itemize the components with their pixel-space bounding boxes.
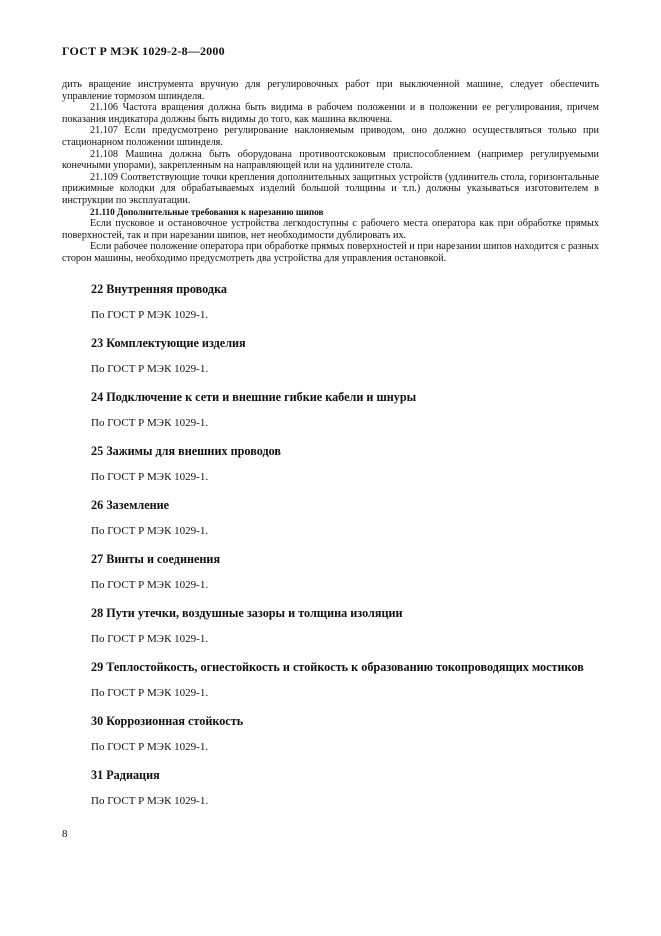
paragraph-21-106: 21.106 Частота вращения должна быть видима в рабочем положении и в положении ее регулирования, причем показания индикатора должны быть видимы до того, как машина включена.	[62, 102, 599, 125]
section-reference: По ГОСТ Р МЭК 1029-1.	[91, 362, 209, 375]
section-title: 30 Коррозионная стойкость	[91, 713, 244, 728]
section-28	[62, 605, 599, 646]
subsection-heading-21-110: 21.110 Дополнительные требования к нарезанию шипов	[90, 206, 324, 217]
section-title: 31 Радиация	[91, 767, 160, 782]
section-title: 27 Винты и соединения	[91, 551, 221, 566]
section-title: 23 Комплектующие изделия	[91, 335, 246, 350]
section-reference: По ГОСТ Р МЭК 1029-1.	[91, 632, 209, 645]
document-header: ГОСТ Р МЭК 1029-2-8—2000	[62, 44, 225, 58]
section-reference: По ГОСТ Р МЭК 1029-1.	[91, 686, 209, 699]
section-26	[62, 497, 599, 538]
section-29	[62, 659, 599, 700]
section-title: 25 Зажимы для внешних проводов	[91, 443, 281, 458]
section-27	[62, 551, 599, 592]
paragraph-21-107: 21.107 Если предусмотрено регулирование наклоняемым приводом, оно должно осуществляться только при стационарном положении шпинделя.	[62, 125, 599, 148]
section-23	[62, 335, 599, 376]
section-reference: По ГОСТ Р МЭК 1029-1.	[91, 308, 209, 321]
section-title: 28 Пути утечки, воздушные зазоры и толщина изоляции	[91, 605, 403, 620]
section-30	[62, 713, 599, 754]
section-title: 22 Внутренняя проводка	[91, 281, 228, 296]
paragraph-21-110-b: Если рабочее положение оператора при обработке прямых поверхностей и при нарезании шипов находится с разных сторон машины, необходимо предусмотреть два устройства для управления остановкой.	[62, 241, 599, 264]
section-reference: По ГОСТ Р МЭК 1029-1.	[91, 578, 209, 591]
section-reference: По ГОСТ Р МЭК 1029-1.	[91, 794, 209, 807]
document-page	[62, 44, 599, 821]
section-title: 29 Теплостойкость, огнестойкость и стойкость к образованию токопроводящих мостиков	[91, 659, 584, 674]
section-reference: По ГОСТ Р МЭК 1029-1.	[91, 416, 209, 429]
section-reference: По ГОСТ Р МЭК 1029-1.	[91, 740, 209, 753]
paragraph-21-109: 21.109 Соответствующие точки крепления дополнительных защитных устройств (удлинитель стола, горизонтальные прижимные колодки для обрабатываемых изделий большой толщины и т.п.) должны указываться изготовителем в инструкции по эксплуатации.	[62, 171, 599, 206]
section-25	[62, 443, 599, 484]
section-24	[62, 389, 599, 430]
page-number: 8	[62, 828, 68, 840]
paragraph-21-110-a: Если пусковое и остановочное устройства легкодоступны с рабочего места оператора как при обработке прямых поверхностей, так и при нарезании шипов, нет необходимости дублировать их.	[62, 218, 599, 241]
section-reference: По ГОСТ Р МЭК 1029-1.	[91, 524, 209, 537]
section-reference: По ГОСТ Р МЭК 1029-1.	[91, 470, 209, 483]
sections-list	[62, 281, 599, 808]
intro-block	[62, 79, 599, 265]
section-title: 24 Подключение к сети и внешние гибкие кабели и шнуры	[91, 389, 417, 404]
paragraph-21-108: 21.108 Машина должна быть оборудована противоотскоковым приспособлением (например регулируемыми конечными упорами), закрепленным на направляющей или на удлинителе стола.	[62, 148, 599, 172]
section-22	[62, 281, 599, 322]
paragraph-continuation: дить вращение инструмента вручную для регулировочных работ при выключенной машине, следует обеспечить управление тормозом шпинделя.	[62, 79, 599, 102]
section-31	[62, 767, 599, 808]
section-title: 26 Заземление	[91, 497, 170, 512]
